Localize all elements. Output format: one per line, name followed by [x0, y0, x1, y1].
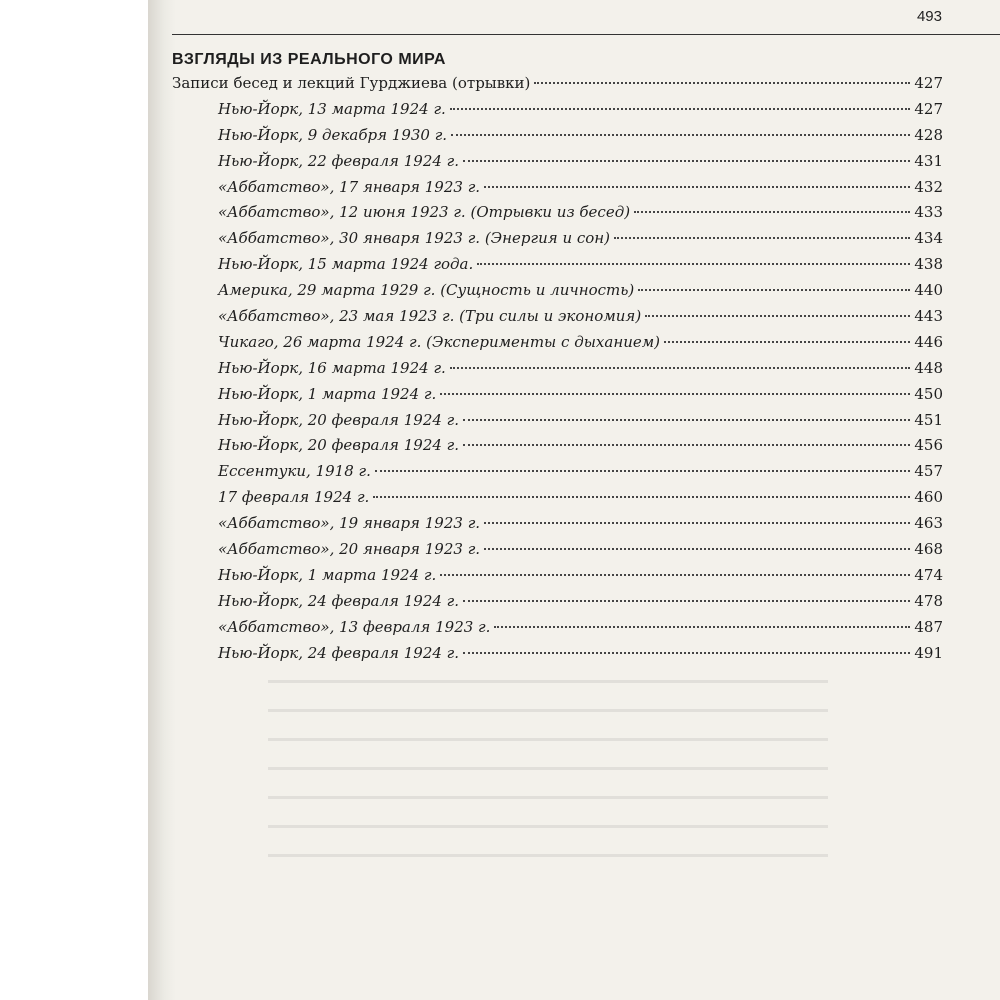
- toc-entry-title: Ессентуки, 1918 г.: [218, 462, 371, 481]
- toc-entry: [172, 152, 943, 178]
- toc-entry-page: 487: [914, 617, 943, 636]
- toc-leader-dots: [614, 237, 910, 239]
- toc-leader-dots: [463, 419, 910, 421]
- toc-leader-dots: [451, 134, 910, 136]
- toc-entry: [172, 411, 943, 437]
- toc-leader-dots: [463, 160, 910, 162]
- toc-entry-page: 468: [914, 540, 943, 559]
- toc-entry: [172, 281, 943, 307]
- toc-entry-title: Нью-Йорк, 15 марта 1924 года.: [218, 255, 474, 274]
- toc-entry-title: Нью-Йорк, 16 марта 1924 г.: [218, 358, 446, 377]
- toc-entry: [172, 592, 943, 618]
- toc-leader-dots: [373, 496, 910, 498]
- toc-entry: [172, 618, 943, 644]
- toc-entry: [172, 566, 943, 592]
- toc-entry: [172, 203, 943, 229]
- toc-entry: [172, 255, 943, 281]
- toc-entry-title: Записи бесед и лекций Гурджиева (отрывки): [172, 74, 531, 92]
- toc-entry: [172, 488, 943, 514]
- toc-main-entry: [172, 74, 943, 100]
- toc-entry-page: 440: [914, 281, 943, 300]
- toc-entry: [172, 307, 943, 333]
- toc-entry-page: 460: [914, 488, 943, 507]
- toc-leader-dots: [634, 211, 910, 213]
- page-number: 493: [916, 8, 942, 25]
- toc-entry-page: 427: [914, 74, 943, 92]
- toc-entry: [172, 100, 943, 126]
- toc-leader-dots: [664, 341, 910, 343]
- toc-entry-page: 446: [914, 332, 943, 351]
- toc-leader-dots: [375, 470, 910, 472]
- toc-leader-dots: [484, 186, 910, 188]
- toc-entry-title: Америка, 29 марта 1929 г. (Сущность и личность): [218, 281, 635, 300]
- toc-entry-page: 428: [914, 125, 943, 144]
- toc-entry-page: 478: [914, 591, 943, 610]
- toc-entry-title: «Аббатство», 13 февраля 1923 г.: [218, 617, 491, 636]
- toc-entry-page: 434: [914, 229, 943, 248]
- header-rule: [172, 34, 1000, 35]
- toc-entry-title: «Аббатство», 19 января 1923 г.: [218, 514, 481, 533]
- toc-entry-page: 491: [914, 643, 943, 662]
- toc-leader-dots: [477, 263, 910, 265]
- toc-entry-title: Нью-Йорк, 1 марта 1924 г.: [218, 384, 437, 403]
- toc-entry-title: Нью-Йорк, 9 декабря 1930 г.: [218, 125, 448, 144]
- toc-leader-dots: [463, 600, 910, 602]
- toc-entry-page: 451: [914, 410, 943, 429]
- toc-entry-title: Нью-Йорк, 24 февраля 1924 г.: [218, 591, 460, 610]
- toc-entry: [172, 126, 943, 152]
- toc-leader-dots: [450, 108, 911, 110]
- toc-leader-dots: [484, 522, 910, 524]
- toc-entry-title: Нью-Йорк, 22 февраля 1924 г.: [218, 151, 460, 170]
- toc-entry-title: Нью-Йорк, 20 февраля 1924 г.: [218, 436, 460, 455]
- toc-entry-page: 431: [914, 151, 943, 170]
- toc-entry-title: «Аббатство», 17 января 1923 г.: [218, 177, 481, 196]
- toc-entry-title: Чикаго, 26 марта 1924 г. (Эксперименты с дыханием): [218, 332, 661, 351]
- toc-entry: [172, 514, 943, 540]
- toc-entry-page: 427: [914, 99, 943, 118]
- toc-leader-dots: [463, 444, 910, 446]
- toc-entry: [172, 644, 943, 670]
- toc-entry-title: Нью-Йорк, 13 марта 1924 г.: [218, 99, 446, 118]
- toc-entry-title: Нью-Йорк, 1 марта 1924 г.: [218, 565, 437, 584]
- toc-leader-dots: [440, 393, 910, 395]
- toc-entry-page: 456: [914, 436, 943, 455]
- table-of-contents: [172, 46, 943, 669]
- toc-entry: [172, 333, 943, 359]
- toc-leader-dots: [645, 315, 910, 317]
- toc-entry-page: 448: [914, 358, 943, 377]
- toc-leader-dots: [484, 548, 910, 550]
- toc-leader-dots: [463, 652, 910, 654]
- section-title: ВЗГЛЯДЫ ИЗ РЕАЛЬНОГО МИРА: [172, 51, 446, 68]
- toc-entry: [172, 385, 943, 411]
- toc-leader-dots: [450, 367, 911, 369]
- toc-entry: [172, 540, 943, 566]
- toc-entry: [172, 178, 943, 204]
- toc-entry-page: 450: [914, 384, 943, 403]
- toc-entry-title: Нью-Йорк, 24 февраля 1924 г.: [218, 643, 460, 662]
- toc-entry-page: 457: [914, 462, 943, 481]
- toc-entry-title: «Аббатство», 30 января 1923 г. (Энергия и сон): [218, 229, 611, 248]
- toc-leader-dots: [638, 289, 910, 291]
- toc-entry: [172, 436, 943, 462]
- toc-entry-title: Нью-Йорк, 20 февраля 1924 г.: [218, 410, 460, 429]
- toc-entry-title: «Аббатство», 20 января 1923 г.: [218, 540, 481, 559]
- toc-entry-page: 443: [914, 307, 943, 326]
- toc-leader-dots: [494, 626, 910, 628]
- toc-entry: [172, 462, 943, 488]
- toc-entry-title: «Аббатство», 23 мая 1923 г. (Три силы и экономия): [218, 307, 642, 326]
- book-page: [148, 0, 1000, 1000]
- toc-entry-page: 432: [914, 177, 943, 196]
- toc-leader-dots: [440, 574, 910, 576]
- toc-entry-title: «Аббатство», 12 июня 1923 г. (Отрывки из бесед): [218, 203, 631, 222]
- toc-entry: [172, 359, 943, 385]
- toc-entry-page: 463: [914, 514, 943, 533]
- show-through-text: [268, 680, 828, 900]
- toc-entry-title: 17 февраля 1924 г.: [218, 488, 370, 507]
- toc-entry: [172, 229, 943, 255]
- toc-entry-page: 474: [914, 565, 943, 584]
- toc-entry-list: [172, 100, 943, 670]
- toc-entry-page: 438: [914, 255, 943, 274]
- toc-leader-dots: [534, 82, 910, 84]
- toc-entry-page: 433: [914, 203, 943, 222]
